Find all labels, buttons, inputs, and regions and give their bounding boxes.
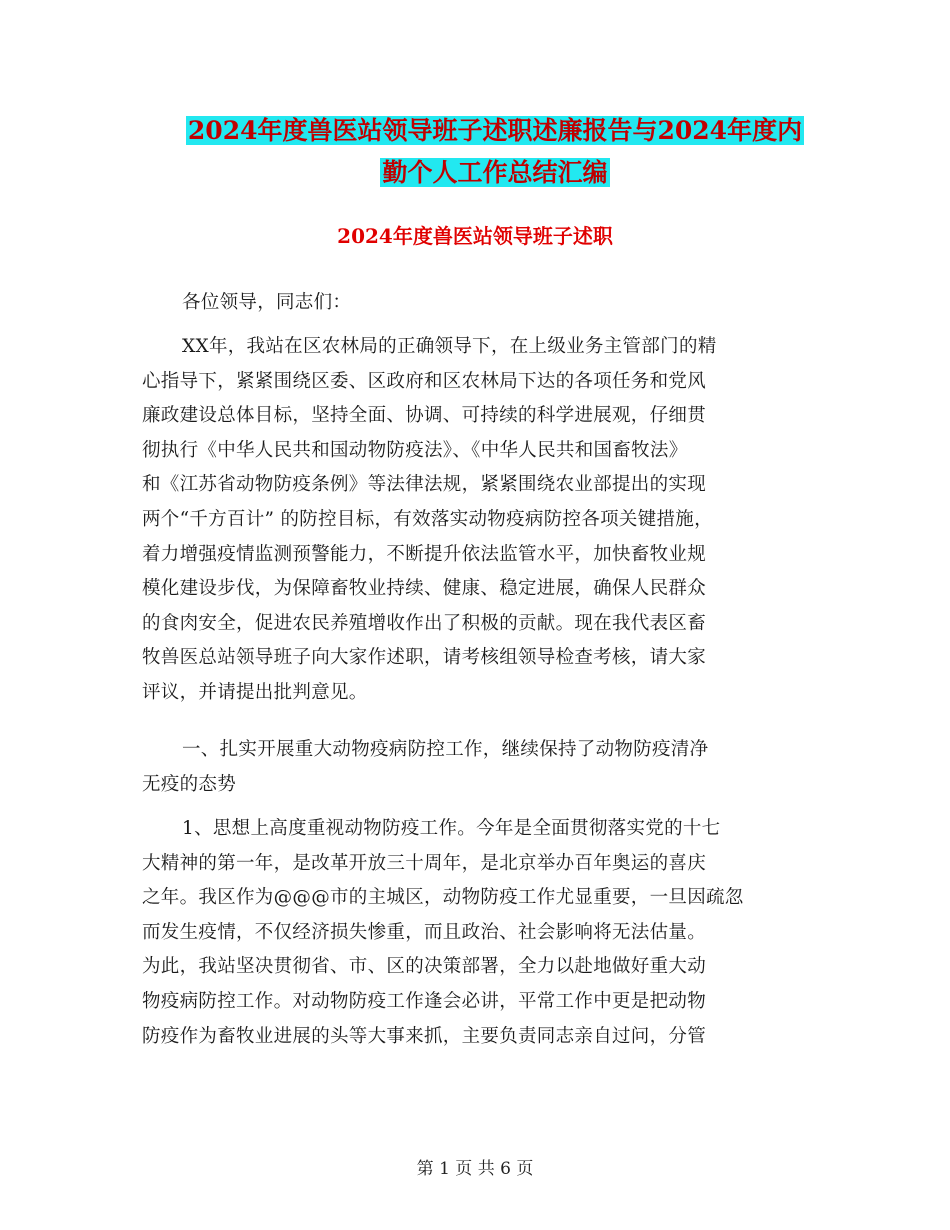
- paragraph-line: 彻执行《中华人民共和国动物防疫法》、《中华人民共和国畜牧法》: [142, 439, 688, 461]
- title-highlight-1: 2024年度兽医站领导班子述职述廉报告与2024年度内: [187, 116, 803, 145]
- paragraph-line: 的食肉安全，促进农民养殖增收作出了积极的贡献。现在我代表区畜: [142, 612, 707, 634]
- paragraph-line: 评议，并请提出批判意见。: [142, 681, 368, 703]
- page-footer: 第 1 页 共 6 页: [416, 1159, 534, 1179]
- salutation: 各位领导，同志们：: [182, 292, 352, 313]
- paragraph-line: 为此，我站坚决贯彻省、市、区的决策部署，全力以赴地做好重大动: [142, 956, 707, 978]
- paragraph-line: 着力增强疫情监测预警能力，不断提升依法监管水平，加快畜牧业规: [142, 543, 707, 565]
- paragraph-line: 而发生疫情，不仅经济损失惨重，而且政治、社会影响将无法估量。: [142, 921, 707, 943]
- title-highlight-2: 勤个人工作总结汇编: [382, 158, 608, 187]
- paragraph-line: 廉政建设总体目标，坚持全面、协调、可持续的科学进展观，仔细贯: [142, 405, 707, 427]
- salutation-paragraph: [142, 286, 832, 321]
- document-title-line-2: [130, 157, 860, 189]
- paragraph-line: 模化建设步伐，为保障畜牧业持续、健康、稳定进展，确保人民群众: [142, 578, 707, 600]
- paragraph-2: [142, 812, 832, 1054]
- paragraph-line: 大精神的第一年，是改革开放三十周年，是北京举办百年奥运的喜庆: [142, 852, 707, 874]
- paragraph-line: 之年。我区作为@@@市的主城区，动物防疫工作尤显重要，一旦因疏忽: [142, 887, 744, 909]
- section-title: 2024年度兽医站领导班子述职: [337, 224, 613, 248]
- paragraph-line: 和《江苏省动物防疫条例》等法律法规，紧紧围绕农业部提出的实现: [142, 474, 707, 496]
- heading-1: [142, 733, 832, 802]
- paragraph-1: [142, 330, 832, 711]
- paragraph-line: 心指导下，紧紧围绕区委、区政府和区农林局下达的各项任务和党风: [142, 370, 707, 392]
- paragraph-line: XX年，我站在区农林局的正确领导下，在上级业务主管部门的精: [182, 336, 717, 357]
- paragraph-line: 两个“千方百计” 的防控目标，有效落实动物疫病防控各项关键措施，: [142, 508, 713, 530]
- paragraph-line: 物疫病防控工作。对动物防疫工作逢会必讲，平常工作中更是把动物: [142, 990, 707, 1012]
- paragraph-line: 防疫作为畜牧业进展的头等大事来抓，主要负责同志亲自过问，分管: [142, 1025, 707, 1047]
- paragraph-line: 1、思想上高度重视动物防疫工作。今年是全面贯彻落实党的十七: [182, 818, 721, 839]
- paragraph-line: 牧兽医总站领导班子向大家作述职，请考核组领导检查考核，请大家: [142, 647, 707, 669]
- heading-line: 一、扎实开展重大动物疫病防控工作，继续保持了动物防疫清净: [182, 739, 709, 760]
- heading-line: 无疫的态势: [142, 773, 237, 795]
- document-title-line-1: [130, 115, 860, 147]
